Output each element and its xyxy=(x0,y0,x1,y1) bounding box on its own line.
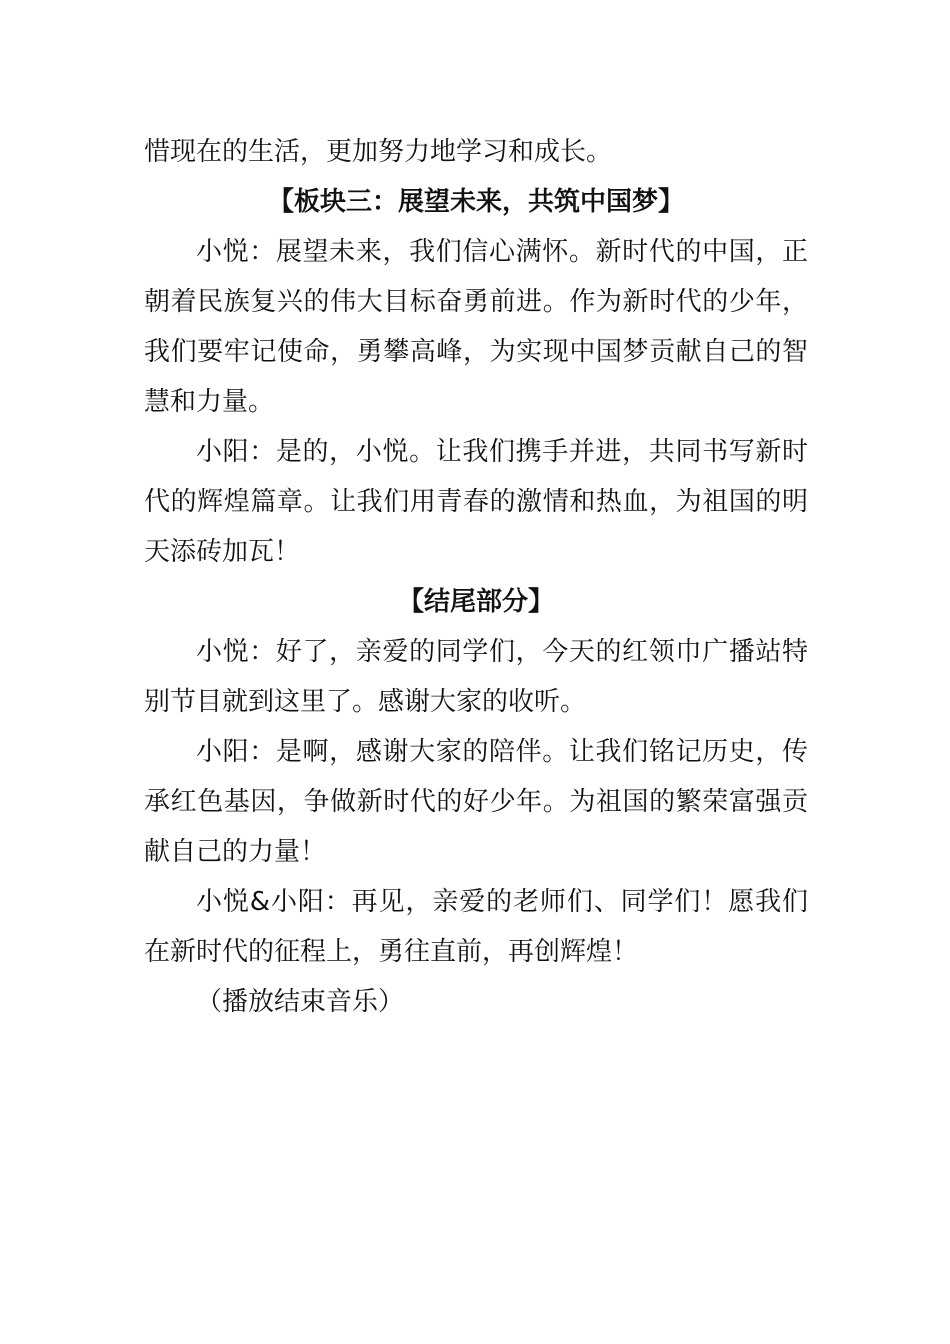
dialogue-paragraph-xiaoyang-2: 小阳：是啊，感谢大家的陪伴。让我们铭记历史，传承红色基因，争做新时代的好少年。为祖国的繁荣富强贡献自己的力量！ xyxy=(144,737,808,867)
dialogue-paragraph-xiaoyue-2: 小悦：好了，亲爱的同学们，今天的红领巾广播站特别节目就到这里了。感谢大家的收听。 xyxy=(144,637,808,717)
dialogue-paragraph-both: 小悦&小阳：再见，亲爱的老师们、同学们！愿我们在新时代的征程上，勇往直前，再创辉煌！ xyxy=(144,887,808,967)
dialogue-paragraph-xiaoyang-1: 小阳：是的，小悦。让我们携手并进，共同书写新时代的辉煌篇章。让我们用青春的激情和热血，为祖国的明天添砖加瓦！ xyxy=(144,437,808,567)
continuation-paragraph: 惜现在的生活，更加努力地学习和成长。 xyxy=(144,137,613,167)
document-body xyxy=(144,127,808,1027)
dialogue-paragraph-xiaoyue-1: 小悦：展望未来，我们信心满怀。新时代的中国，正朝着民族复兴的伟大目标奋勇前进。作为新时代的少年，我们要牢记使命，勇攀高峰，为实现中国梦贡献自己的智慧和力量。 xyxy=(144,237,808,417)
stage-direction: （播放结束音乐） xyxy=(196,987,405,1017)
section-heading-ending: 【结尾部分】 xyxy=(397,587,554,617)
section-heading-3: 【板块三：展望未来，共筑中国梦】 xyxy=(267,187,684,217)
